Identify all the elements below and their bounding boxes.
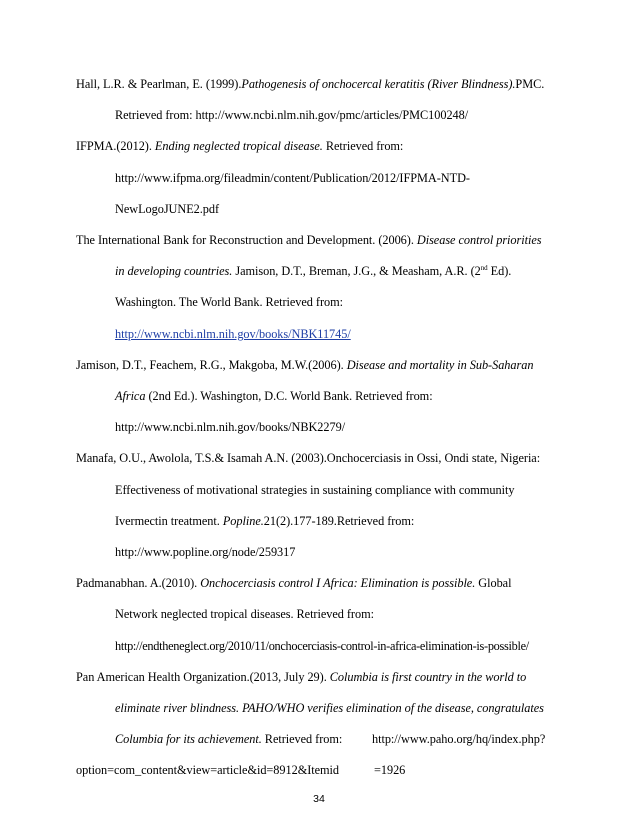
ref-text: 21(2).177-189.Retrieved from: [263,514,415,528]
ref-ifpma-line-2 [115,170,470,186]
ref-jamison-line-2 [115,388,433,404]
ref-text: (2nd Ed.). Washington, D.C. World Bank. Retrieved from: [145,389,433,403]
ref-jamison-line-3 [115,419,345,435]
ref-url: http://www.paho.org/hq/index.php? [372,732,546,746]
ref-worldbank-line-2 [115,263,511,279]
ref-text: Jamison, D.T., Breman, J.G., & Measham, A.R. (2 [232,264,481,278]
ref-hyperlink[interactable]: http://www.ncbi.nlm.nih.gov/books/NBK11745/ [115,327,351,341]
ref-title: Ending neglected tropical disease. [154,139,323,153]
ref-padmanabhan-line-2 [115,606,374,622]
ref-manafa-line-1 [76,450,540,466]
ref-text: IFPMA.(2012). [76,139,155,153]
ref-paho-line-3 [115,731,565,747]
ref-url: http://www.ifpma.org/fileadmin/content/Publication/2012/IFPMA-NTD- [115,171,470,185]
ref-manafa-line-4 [115,544,295,560]
ref-journal: Popline. [222,514,264,528]
ref-text: Hall, L.R. & Pearlman, E. (1999). [76,77,242,91]
ref-text: Manafa, O.U., Awolola, T.S.& Isamah A.N. (2003).Onchocerciasis in Ossi, Ondi state, Nigeria: [76,451,541,465]
ref-title: Pathogenesis of onchocercal keratitis (River Blindness). [241,77,516,91]
ref-title: eliminate river blindness. PAHO/WHO verifies elimination of the disease, congratulates [115,701,544,715]
ref-hall-line-1 [76,76,544,92]
ref-jamison-line-1 [76,357,533,373]
ref-paho-line-2 [115,700,544,716]
ref-url: =1926 [374,763,406,777]
ref-paho-line-1 [76,669,526,685]
ref-text: Global [475,576,512,590]
page-number: 34 [313,793,325,805]
ref-text: Retrieved from: [261,732,343,746]
ref-title: Disease and mortality in Sub-Saharan [346,358,534,372]
ref-text: Ivermectin treatment. [115,514,223,528]
ref-url: http://www.ncbi.nlm.nih.gov/books/NBK2279/ [115,420,346,434]
ref-manafa-line-2 [115,482,514,498]
ref-text: Network neglected tropical diseases. Retrieved from: [115,607,374,621]
ref-url: http://endtheneglect.org/2010/11/onchocerciasis-control-in-africa-elimination-is-possible/ [115,639,529,653]
ref-title: Columbia is first country in the world to [329,670,527,684]
ref-text: Padmanabhan. A.(2010). [76,576,201,590]
ref-url: http://www.popline.org/node/259317 [115,545,296,559]
ref-text: Effectiveness of motivational strategies in sustaining compliance with community [115,483,515,497]
ref-worldbank-line-1 [76,232,542,248]
ref-text: Pan American Health Organization.(2013, July 29). [76,670,330,684]
ref-title: Columbia for its achievement. [115,732,262,746]
ref-padmanabhan-line-1 [76,575,511,591]
ordinal-superscript: nd [480,264,488,272]
ref-text: Jamison, D.T., Feachem, R.G., Makgoba, M.W.(2006). [76,358,347,372]
ref-title: Disease control priorities [416,233,542,247]
ref-ifpma-line-3 [115,201,219,217]
ref-manafa-line-3 [115,513,414,529]
ref-paho-line-4 [76,762,556,778]
ref-worldbank-line-4 [115,326,351,342]
ref-padmanabhan-line-3 [115,638,529,654]
ref-url: NewLogoJUNE2.pdf [115,202,220,216]
ref-text: Retrieved from: [322,139,404,153]
ref-title: Onchocerciasis control I Africa: Elimination is possible. [200,576,476,590]
ref-text: The International Bank for Reconstruction and Development. (2006). [76,233,417,247]
ref-text: PMC. [515,77,545,91]
ref-text: Ed). [487,264,512,278]
ref-worldbank-line-3 [115,294,343,310]
ref-url: option=com_content&view=article&id=8912&Itemid [76,763,340,777]
ref-text: Washington. The World Bank. Retrieved from: [115,295,343,309]
ref-title: Africa [115,389,146,403]
ref-ifpma-line-1 [76,138,403,154]
ref-url: Retrieved from: http://www.ncbi.nlm.nih.gov/pmc/articles/PMC100248/ [115,108,469,122]
ref-title: in developing countries. [115,264,233,278]
ref-hall-line-2 [115,107,468,123]
